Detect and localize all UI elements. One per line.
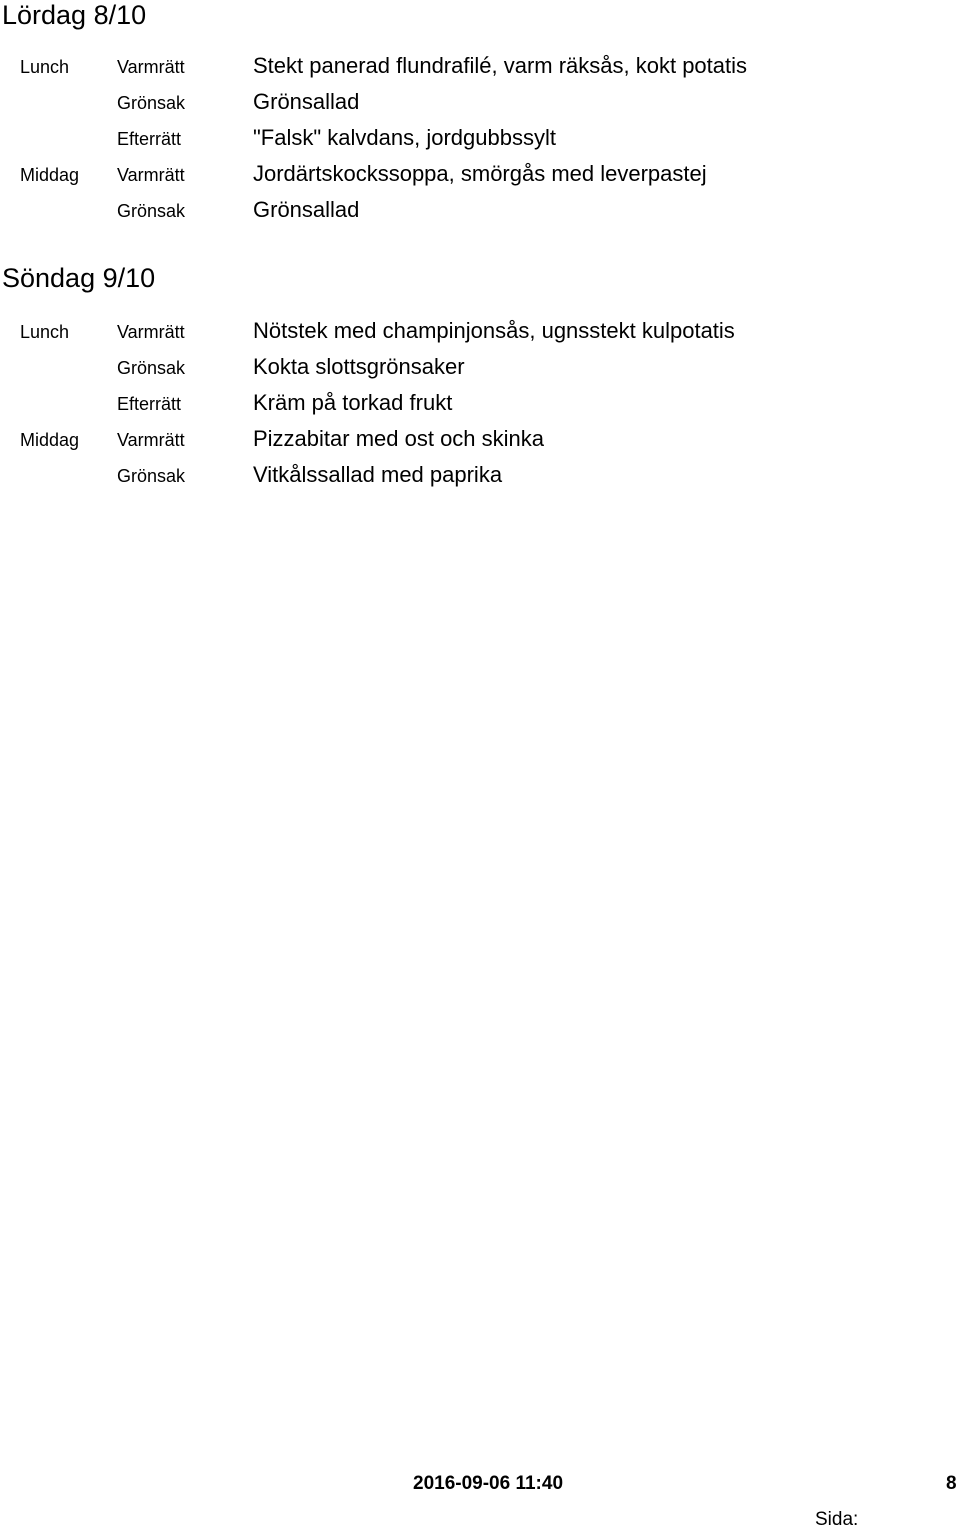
menu-row	[0, 89, 960, 125]
menu-row	[0, 354, 960, 390]
dish-text: Pizzabitar med ost och skinka	[253, 426, 545, 451]
menu-row	[0, 125, 960, 161]
meal-label: Lunch	[20, 57, 70, 77]
day-title: Söndag 9/10	[2, 263, 156, 293]
day-title: Lördag 8/10	[2, 0, 147, 30]
menu-row	[0, 426, 960, 462]
dish-text: Grönsallad	[253, 89, 360, 114]
course-label: Varmrätt	[117, 322, 185, 342]
dish-text: Grönsallad	[253, 197, 360, 222]
dish-text: Jordärtskockssoppa, smörgås med leverpastej	[253, 161, 707, 186]
dish-text: "Falsk" kalvdans, jordgubbssylt	[253, 125, 556, 150]
page-label: Sida:	[815, 1509, 859, 1530]
course-label: Varmrätt	[117, 165, 185, 185]
menu-row	[0, 318, 960, 354]
course-label: Grönsak	[117, 358, 186, 378]
meal-label: Middag	[20, 430, 80, 450]
dish-text: Stekt panerad flundrafilé, varm räksås, kokt potatis	[253, 53, 748, 78]
dish-text: Kräm på torkad frukt	[253, 390, 453, 415]
print-timestamp: 2016-09-06 11:40	[413, 1473, 564, 1494]
dish-text: Nötstek med champinjonsås, ugnsstekt kulpotatis	[253, 318, 735, 343]
course-label: Grönsak	[117, 466, 186, 486]
menu-row	[0, 197, 960, 233]
course-label: Varmrätt	[117, 430, 185, 450]
dish-text: Kokta slottsgrönsaker	[253, 354, 465, 379]
page-number: 8	[946, 1473, 957, 1494]
dish-text: Vitkålssallad med paprika	[253, 462, 503, 487]
course-label: Varmrätt	[117, 57, 185, 77]
menu-row	[0, 161, 960, 197]
course-label: Efterrätt	[117, 129, 182, 149]
menu-row	[0, 462, 960, 498]
course-label: Grönsak	[117, 93, 186, 113]
meal-label: Lunch	[20, 322, 70, 342]
meal-label: Middag	[20, 165, 80, 185]
course-label: Grönsak	[117, 201, 186, 221]
course-label: Efterrätt	[117, 394, 182, 414]
menu-row	[0, 390, 960, 426]
menu-row	[0, 53, 960, 89]
